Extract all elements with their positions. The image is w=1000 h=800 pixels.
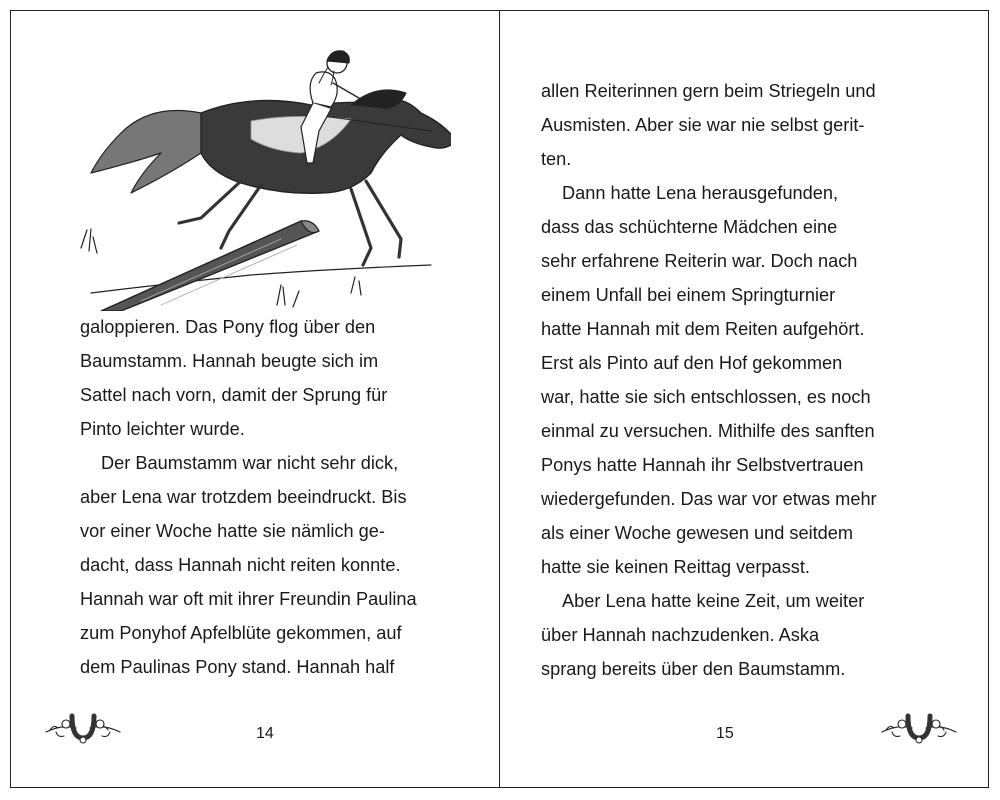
text-line: dass das schüchterne Mädchen eine [541,217,838,237]
text-line: allen Reiterinnen gern beim Striegeln und [541,81,876,101]
text-line: Ausmisten. Aber sie war nie selbst gerit- [541,115,865,135]
horseshoe-flower-ornament-icon [878,702,960,746]
text-line: Baumstamm. Hannah beugte sich im [80,351,379,371]
text-line: galoppieren. Das Pony flog über den [80,317,376,337]
text-line: Ponys hatte Hannah ihr Selbstvertrauen [541,455,864,475]
text-line: wiedergefunden. Das war vor etwas mehr [541,489,877,509]
text-line: Hannah war oft mit ihrer Freundin Paulina [80,589,417,609]
text-line: einem Unfall bei einem Springturnier [541,285,836,305]
text-line: hatte sie keinen Reittag verpasst. [541,557,810,577]
right-page-text [541,74,941,686]
book-spread [10,10,989,788]
text-line: sprang bereits über den Baumstamm. [541,659,846,679]
text-line: zum Ponyhof Apfelblüte gekommen, auf [80,623,402,643]
girl-riding-pony-over-log-illustration [51,43,451,311]
text-line: vor einer Woche hatte sie nämlich ge- [80,521,385,541]
left-page-text [80,310,470,684]
text-line: hatte Hannah mit dem Reiten aufgehört. [541,319,865,339]
text-line: dacht, dass Hannah nicht reiten konnte. [80,555,401,575]
text-line: Der Baumstamm war nicht sehr dick, [101,453,399,473]
text-line: als einer Woche gewesen und seitdem [541,523,854,543]
text-line: sehr erfahrene Reiterin war. Doch nach [541,251,858,271]
page-number: 14 [256,725,274,742]
text-line: Dann hatte Lena herausgefunden, [562,183,839,203]
horseshoe-flower-ornament-icon [42,702,124,746]
text-line: ten. [541,149,572,169]
text-line: dem Paulinas Pony stand. Hannah half [80,657,395,677]
text-line: Erst als Pinto auf den Hof gekommen [541,353,843,373]
text-line: über Hannah nachzudenken. Aska [541,625,820,645]
text-line: Sattel nach vorn, damit der Sprung für [80,385,388,405]
text-line: aber Lena war trotzdem beeindruckt. Bis [80,487,407,507]
text-line: Aber Lena hatte keine Zeit, um weiter [562,591,865,611]
left-page [11,11,500,787]
text-line: einmal zu versuchen. Mithilfe des sanften [541,421,875,441]
page-number: 15 [716,725,734,742]
right-page [500,11,988,787]
text-line: Pinto leichter wurde. [80,419,245,439]
text-line: war, hatte sie sich entschlossen, es noch [541,387,871,407]
